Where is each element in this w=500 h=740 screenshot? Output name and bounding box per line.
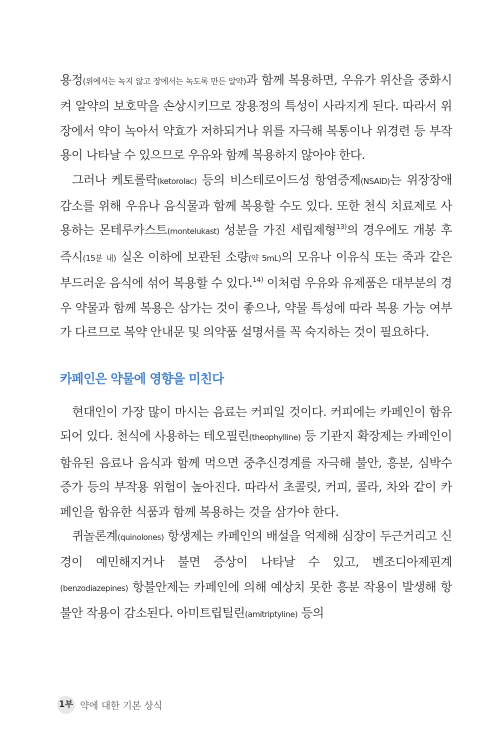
note-text: (benzodiazepines) <box>60 583 129 593</box>
note-text: (위에서는 녹지 않고 장에서는 녹도록 만든 알약) <box>82 77 247 86</box>
note-text: (약 5mL) <box>248 253 282 263</box>
text: 그러나 케토롤락 <box>72 172 157 187</box>
text: 용정 <box>60 73 83 87</box>
paragraph <box>60 524 452 628</box>
text: 등의 비스테로이드성 항염증제 <box>196 172 361 187</box>
note-text: (quinolones) <box>117 532 164 542</box>
text: 퀴놀론계 <box>72 528 118 543</box>
note-text: (ketorolac) <box>156 176 197 186</box>
chapter-title: 약에 대한 기본 상식 <box>80 701 163 712</box>
text: 의 모유나 이유식 또는 죽과 같은 부드러운 음식에 섞어 복용할 수 있다. <box>60 249 452 291</box>
part-badge: 1부 <box>57 696 75 714</box>
footnote-ref: 14) <box>252 276 264 285</box>
text: 실온 이하에 보관된 소량 <box>116 249 249 264</box>
text: 항생제는 카페인의 배설을 억제해 심장이 두근거리고 신경이 예민해지거나 불면 증상이 나타날 수 있고, 벤조디아제핀계 <box>60 528 452 570</box>
paragraph <box>60 168 452 345</box>
text: 이처럼 우유와 유제품은 대부분의 경우 약물과 함께 복용은 삼가는 것이 좋으나, 약물 특성에 따라 복용 가능 여부가 다르므로 복약 안내문 및 의약품 설명서를 꼭 숙지하는 것이 필요하다. <box>60 276 452 340</box>
page-footer <box>57 696 162 714</box>
text: 는 위장장애 감소를 위해 우유나 음식물과 함께 복용할 수도 있다. 또한 천식 치료제로 사용하는 몬테루카스트 <box>60 172 452 238</box>
text: 과 함께 복용하면, 우유가 위산을 중화시켜 알약의 보호막을 손상시키므로 장용정의 특성이 사라지게 된다. 따라서 위장에서 약이 녹아서 약효가 저하되거나 위를 자극해 복통이나 위경련 등 부작용이 나타날 수 있으므로 우유와 함께 복용하지 않아야 한다. <box>60 73 452 163</box>
section-heading: 카페인은 약물에 영향을 미친다 <box>60 371 224 387</box>
body-text <box>60 68 452 628</box>
paragraph <box>60 400 452 524</box>
note-text: (amitriptyline) <box>244 610 298 620</box>
text: 등 기관지 확장제는 카페인이 함유된 음료나 음식과 함께 먹으면 중추신경계를 자극해 불안, 흥분, 심박수 증가 등의 부작용 위험이 높아진다. 따라서 초콜릿, 커피, 콜라, 차와 같이 카페인을 함유한 식품과 함께 복용하는 것을 삼가야 한다. <box>60 429 452 519</box>
footnote-ref: 13) <box>335 223 347 232</box>
text: 의 경우에도 개봉 후 즉시 <box>60 223 452 264</box>
text: 등의 <box>297 606 324 621</box>
note-text: (montelukast) <box>167 227 220 237</box>
text: 성분을 가진 세립제형 <box>219 223 336 238</box>
paragraph <box>60 68 452 168</box>
text: 현대인이 가장 많이 마시는 음료는 커피일 것이다. 커피에는 카페인이 함유되어 있다. 천식에 사용하는 테오필린 <box>60 404 452 444</box>
text: 항불안제는 카페인에 의해 예상치 못한 흥분 작용이 발생해 항불안 작용이 감소된다. 아미트립틸린 <box>60 579 452 621</box>
note-text: (15분 내) <box>82 253 117 263</box>
note-text: (theophylline) <box>249 433 301 443</box>
note-text: (NSAID) <box>360 176 390 186</box>
